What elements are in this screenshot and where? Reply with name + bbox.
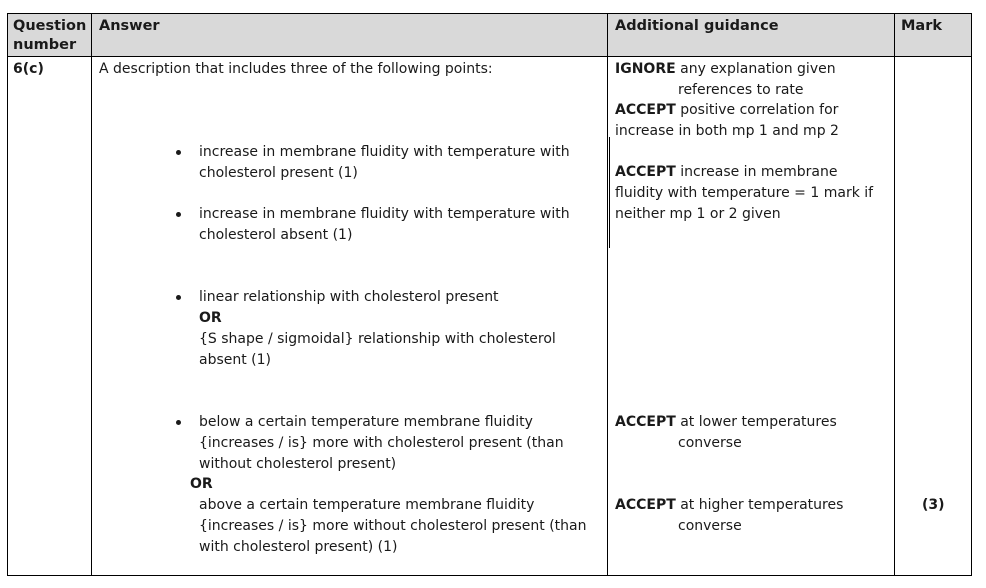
header-mark: Mark [901, 18, 943, 34]
marking-point-2-line2: cholesterol absent (1) [199, 227, 353, 243]
header-answer: Answer [99, 18, 160, 34]
bullet-point [176, 212, 181, 217]
guidance-accept-fluidity-line1: ACCEPT increase in membrane [615, 164, 838, 180]
guidance-accept-lower-line2: converse [678, 435, 742, 451]
guidance-accept-higher-line2: converse [678, 518, 742, 534]
guidance-accept-correlation-line1: ACCEPT positive correlation for [615, 102, 839, 118]
guidance-accept-lower-line1: ACCEPT at lower temperatures [615, 414, 837, 430]
guidance-accept-correlation-line2: increase in both mp 1 and mp 2 [615, 123, 839, 139]
bullet-point [176, 295, 181, 300]
header-additional-guidance: Additional guidance [615, 18, 779, 34]
marking-point-3-line1: linear relationship with cholesterol present [199, 289, 499, 305]
marking-point-4-line5: {increases / is} more without cholesterol present (than [199, 518, 587, 534]
bullet-point [176, 150, 181, 155]
guidance-accept-higher-line1: ACCEPT at higher temperatures [615, 497, 844, 513]
marking-point-3-line2: {S shape / sigmoidal} relationship with cholesterol [199, 331, 556, 347]
mark-value: (3) [922, 497, 945, 513]
column-divider [894, 14, 895, 575]
guidance-accept-fluidity-line3: neither mp 1 or 2 given [615, 206, 781, 222]
guidance-bracket [609, 137, 613, 248]
marking-point-4-line1: below a certain temperature membrane fluidity [199, 414, 533, 430]
marking-point-2-line1: increase in membrane fluidity with temperature with [199, 206, 570, 222]
or-label: OR [199, 310, 222, 326]
marking-point-4-line3: without cholesterol present) [199, 456, 397, 472]
marking-point-4-line4: above a certain temperature membrane fluidity [199, 497, 535, 513]
guidance-ignore-line2: references to rate [678, 82, 804, 98]
marking-point-1-line1: increase in membrane fluidity with temperature with [199, 144, 570, 160]
bullet-point [176, 420, 181, 425]
column-divider [607, 14, 608, 575]
guidance-ignore-line1: IGNORE any explanation given [615, 61, 836, 77]
header-question-number: Question number [13, 18, 87, 53]
answer-intro: A description that includes three of the following points: [99, 61, 493, 77]
marking-point-1-line2: cholesterol present (1) [199, 165, 358, 181]
question-number: 6(c) [13, 61, 44, 77]
column-divider [91, 14, 92, 575]
guidance-accept-fluidity-line2: fluidity with temperature = 1 mark if [615, 185, 874, 201]
marking-point-4-line6: with cholesterol present) (1) [199, 539, 398, 555]
marking-point-4-line2: {increases / is} more with cholesterol present (than [199, 435, 564, 451]
mark-scheme-table [7, 13, 972, 576]
marking-point-3-line3: absent (1) [199, 352, 272, 368]
or-label: OR [190, 476, 213, 492]
